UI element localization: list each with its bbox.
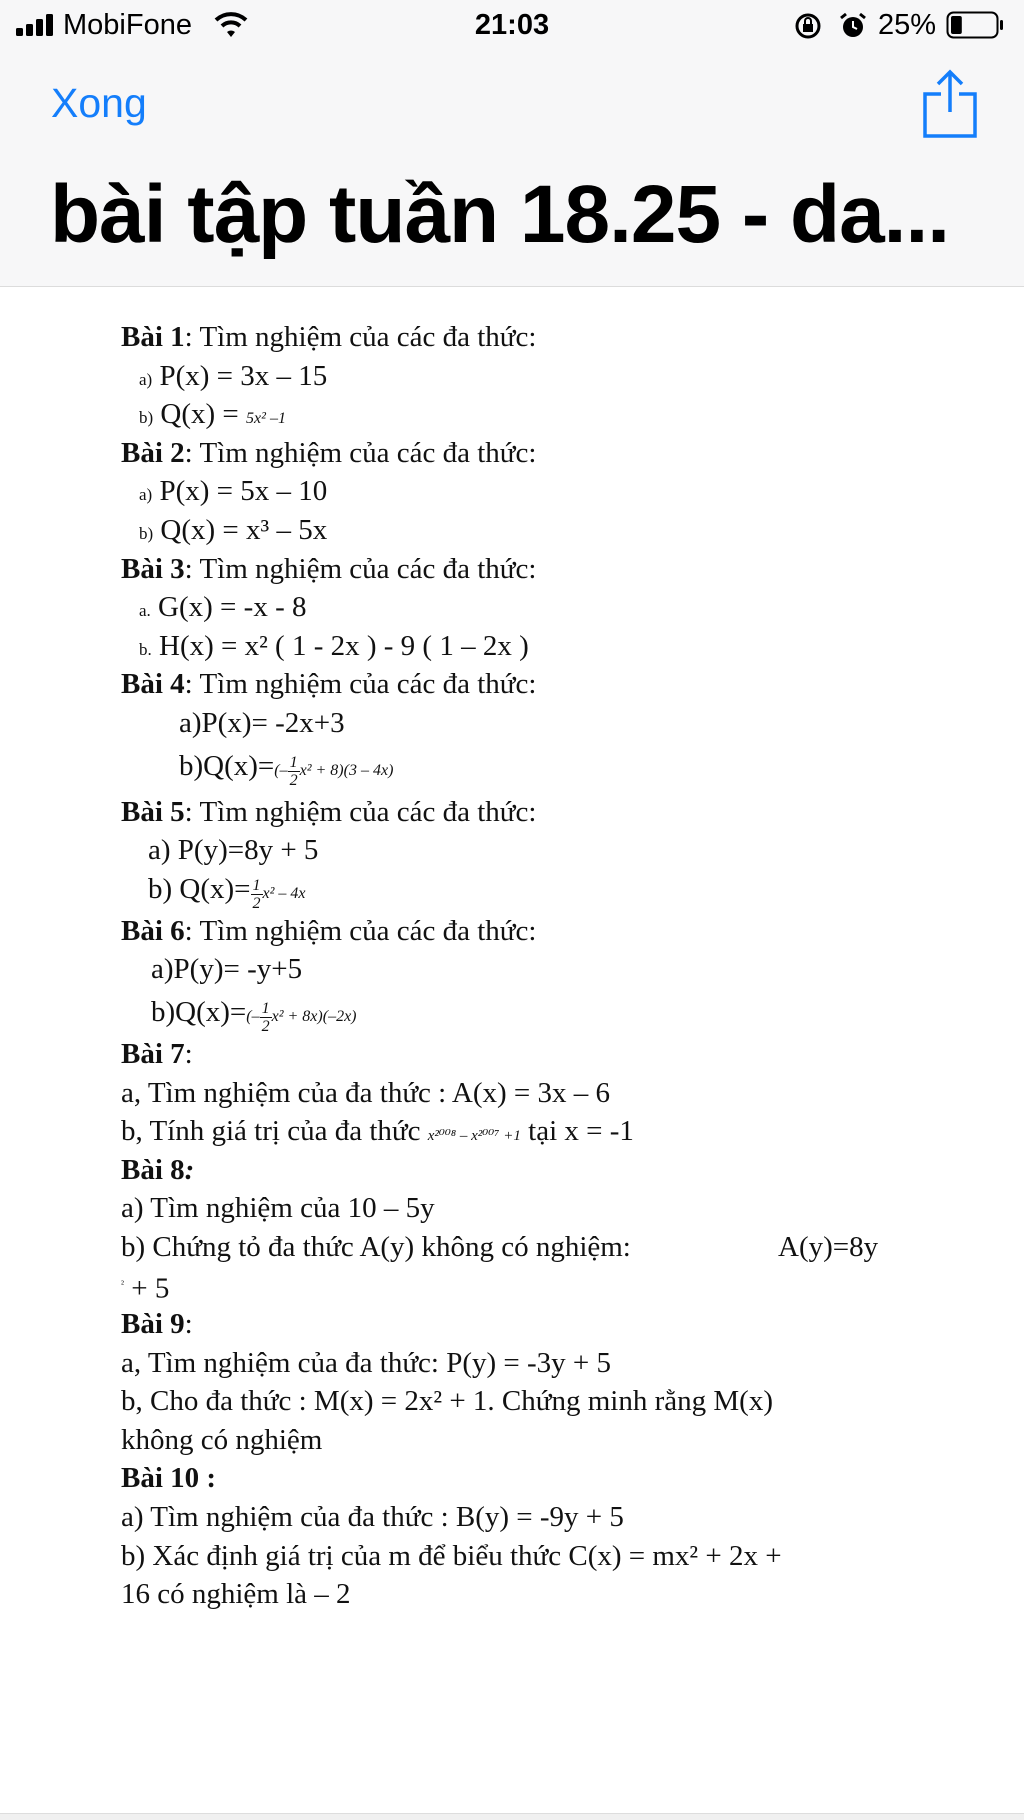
exercise-item: [121, 1112, 921, 1151]
exercise-number: Bài 2: [121, 436, 185, 469]
exercise-number: Bài 1: [121, 321, 185, 353]
exercise-number: Bài 7: [121, 1037, 185, 1070]
item-text: b)Q(x)=: [179, 749, 275, 782]
carrier-name: MobiFone: [63, 9, 192, 41]
bottom-edge: [0, 1813, 1024, 1820]
item-text: Q(x) =: [153, 398, 247, 431]
item-math: x² + 8)(3 – 4x): [299, 761, 394, 779]
item-text: Q(x) = x³ – 5x: [153, 513, 328, 546]
exercise-heading: [121, 434, 921, 473]
item-text: b, Tính giá trị của đa thức: [121, 1115, 428, 1148]
exercise-number: Bài 10 :: [121, 1462, 217, 1495]
exercise-text: : Tìm nghiệm của các đa thức:: [184, 668, 537, 701]
exercise-text: :: [184, 1308, 193, 1341]
item-text: G(x) = -x - 8: [150, 591, 307, 624]
exercise-heading: [121, 912, 921, 951]
exercise-text: : Tìm nghiệm của các đa thức:: [184, 552, 537, 585]
exercise-item: a)P(x)= -2x+3: [179, 706, 345, 739]
navigation-header: [0, 0, 1024, 287]
exercise-item: b, Cho đa thức : M(x) = 2x² + 1. Chứng minh rằng M(x): [121, 1385, 773, 1418]
item-text: b) Q(x)=: [148, 872, 251, 905]
item-math: (–: [246, 1007, 260, 1025]
exercise-item: b) Xác định giá trị của m để biểu thức C(x) = mx² + 2x +: [121, 1539, 782, 1572]
document-content: [121, 318, 921, 1614]
item-label: b.: [139, 639, 152, 659]
status-time: 21:03: [474, 9, 550, 41]
share-icon[interactable]: [921, 68, 979, 140]
exercise-item: a) Tìm nghiệm của đa thức : B(y) = -9y + 5: [121, 1501, 624, 1534]
item-math: ²: [121, 1279, 124, 1291]
exercise-text: : Tìm nghiệm của các đa thức:: [184, 321, 537, 353]
item-label: a): [139, 485, 153, 505]
exercise-heading: [121, 1305, 921, 1344]
item-math: 5x² –1: [246, 410, 286, 428]
exercise-item: a) Tìm nghiệm của 10 – 5y: [121, 1192, 435, 1225]
exercise-item: [121, 870, 921, 912]
item-math: x² – 4x: [262, 884, 306, 902]
exercise-heading: [121, 1035, 921, 1074]
item-label: b): [139, 523, 154, 543]
exercise-item: [121, 588, 921, 627]
status-bar: [0, 0, 1024, 52]
exercise-number: Bài 4: [121, 668, 185, 701]
battery-percentage: 25%: [878, 9, 937, 41]
exercise-heading: [121, 318, 921, 357]
item-text: H(x) = x² ( 1 - 2x ) - 9 ( 1 – 2x ): [151, 629, 529, 662]
alarm-icon: [838, 11, 868, 41]
item-label: a): [139, 369, 153, 389]
exercise-item: [121, 357, 921, 396]
exercise-number: Bài 9: [121, 1308, 185, 1341]
item-label: a.: [139, 601, 151, 621]
exercise-text: : Tìm nghiệm của các đa thức:: [184, 914, 537, 947]
exercise-number: Bài 5: [121, 795, 185, 828]
exercise-heading: [121, 665, 921, 704]
item-text: P(x) = 5x – 10: [152, 475, 328, 508]
exercise-item-continued: 16 có nghiệm là – 2: [121, 1578, 351, 1611]
item-math: x² + 8x)(–2x): [271, 1007, 357, 1025]
exercise-heading: [121, 550, 921, 589]
exercise-item: [121, 472, 921, 511]
item-text: b) Chứng tỏ đa thức A(y) không có nghiệm:: [121, 1230, 631, 1263]
exercise-item: [121, 743, 921, 793]
exercise-number: Bài 3: [121, 552, 185, 585]
exercise-number: Bài 6: [121, 914, 185, 947]
exercise-item: [121, 1228, 921, 1267]
page-title: bài tập tuần 18.25 - da...: [50, 169, 950, 260]
exercise-item: a, Tìm nghiệm của đa thức: P(y) = -3y + 5: [121, 1346, 612, 1379]
exercise-text: : Tìm nghiệm của các đa thức:: [184, 795, 537, 828]
exercise-item: [121, 511, 921, 550]
item-label: b): [139, 408, 154, 428]
exercise-item: [121, 989, 921, 1035]
exercise-item: [121, 627, 921, 666]
exercise-item: a) P(y)=8y + 5: [148, 834, 319, 867]
item-text: + 5: [124, 1273, 170, 1306]
exercise-text: :: [184, 1153, 195, 1186]
exercise-item: a)P(y)= -y+5: [151, 953, 303, 986]
fraction: $\frac{1}{2}$: [261, 999, 270, 1035]
exercise-heading: [121, 1151, 921, 1190]
fraction: $\frac{1}{2}$: [289, 753, 298, 789]
battery-icon: [946, 11, 1004, 39]
exercise-item: [121, 395, 921, 434]
exercise-number: Bài 8: [121, 1153, 185, 1186]
item-text: P(x) = 3x – 15: [152, 359, 328, 392]
done-button[interactable]: Xong: [51, 80, 147, 126]
item-text: tại x = -1: [520, 1115, 634, 1148]
orientation-lock-icon: [794, 12, 822, 40]
exercise-item: a, Tìm nghiệm của đa thức : A(x) = 3x – 6: [121, 1076, 610, 1109]
item-math: (–: [274, 761, 288, 779]
exercise-text: : Tìm nghiệm của các đa thức:: [184, 436, 537, 469]
exercise-text: :: [184, 1037, 193, 1070]
fraction: $\frac{1}{2}$: [252, 876, 261, 912]
item-text: b)Q(x)=: [151, 995, 247, 1028]
exercise-item-continued: không có nghiệm: [121, 1423, 323, 1456]
exercise-heading: [121, 793, 921, 832]
item-math: x²⁰⁰⁸ – x²⁰⁰⁷ +1: [427, 1128, 521, 1145]
exercise-item-continued: [121, 1266, 921, 1305]
item-text: A(y)=8y: [778, 1230, 879, 1263]
